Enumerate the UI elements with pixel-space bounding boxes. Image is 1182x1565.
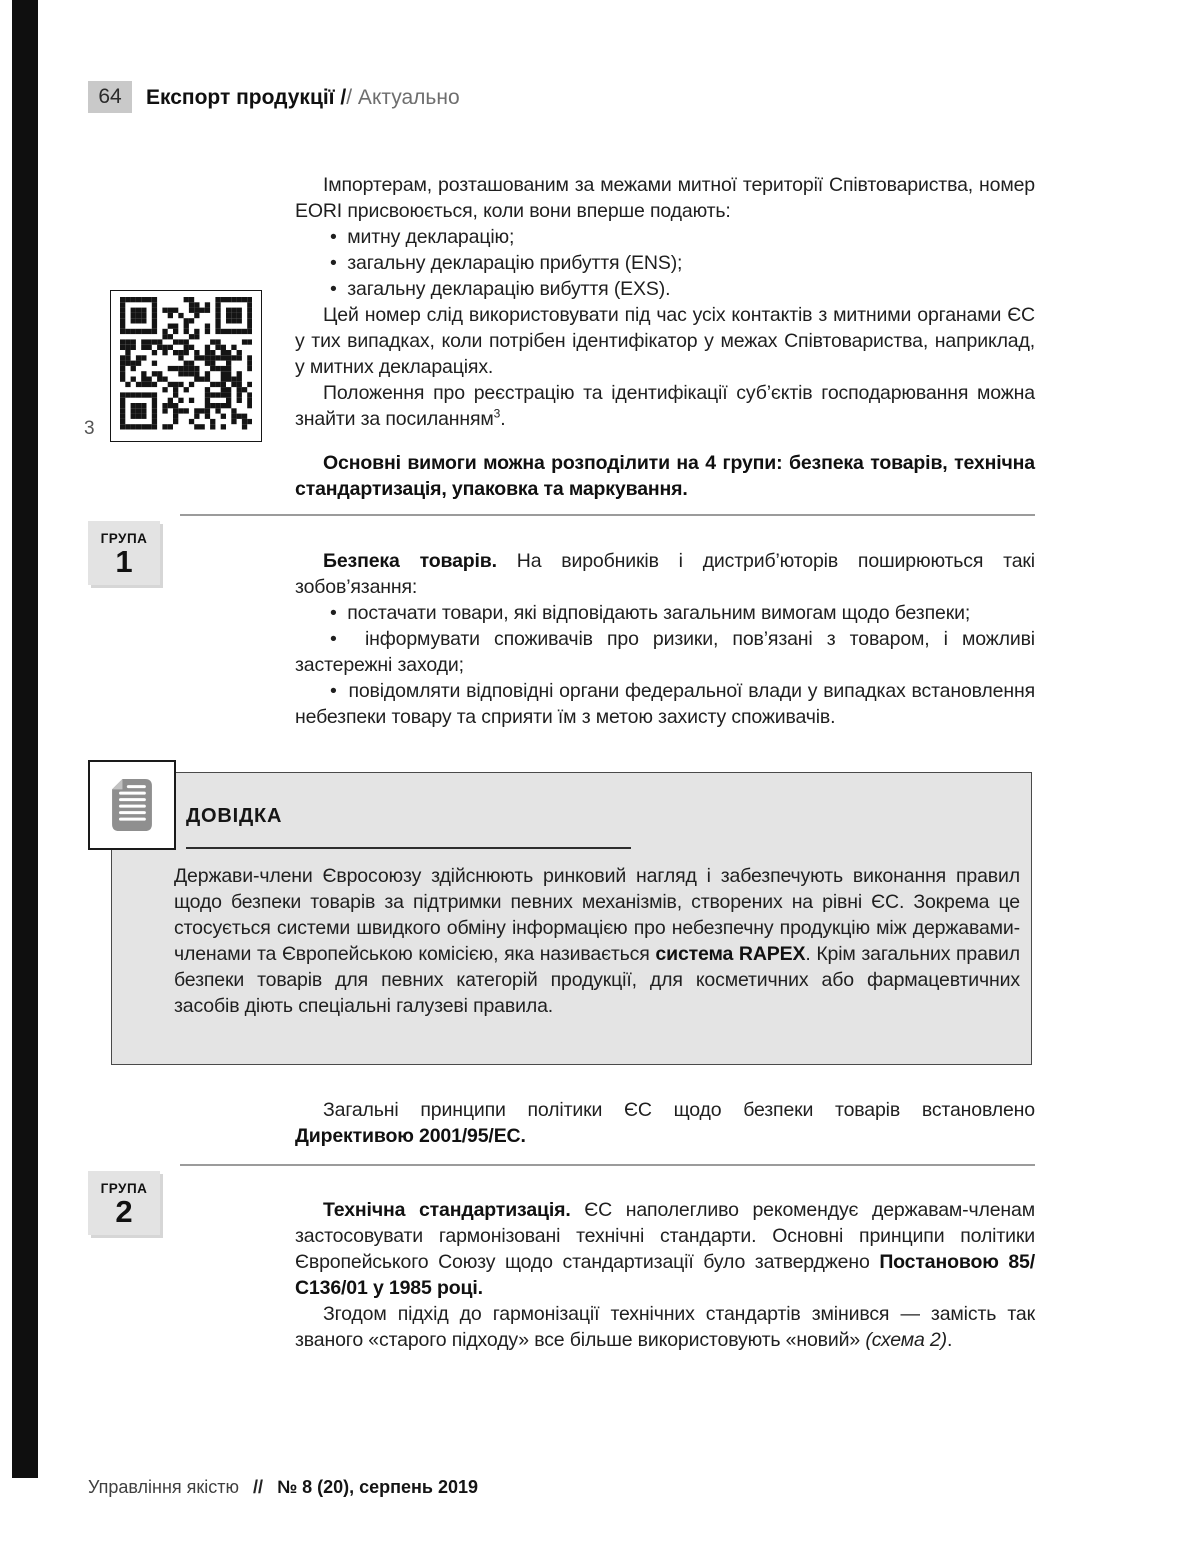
group-2-badge	[88, 1171, 160, 1235]
paragraph-text: Згодом підхід до гармонізації технічних стандартів змінився — замість так званого «старого підходу» все більше використовують «новий»	[295, 1303, 1035, 1351]
callout-body	[174, 863, 1020, 1019]
paragraph	[295, 1301, 1035, 1353]
bullet-text: повідомляти відповідні органи федеральної влади у випадках встановлення небезпеки товару та сприяти їм з метою захисту споживачів.	[295, 680, 1035, 728]
bullet-item	[295, 224, 1035, 250]
bullet-text: інформувати споживачів про ризики, пов’язані з товаром, і можливі застережні заходи;	[295, 628, 1035, 676]
bullet-item	[295, 600, 1035, 626]
paragraph-text: .	[946, 1329, 953, 1351]
intro-section	[295, 172, 1035, 432]
bullet-item	[295, 276, 1035, 302]
paragraph-text: Імпортерам, розташованим за межами митної території Співтовариства, номер EORI присвоюється, коли вони вперше подають:	[295, 174, 1035, 222]
footer-journal-name: Управління якістю	[88, 1477, 240, 1497]
footer-issue-info: № 8 (20), серпень 2019	[277, 1477, 479, 1497]
paragraph	[295, 1097, 1035, 1149]
callout-icon-box	[88, 760, 176, 850]
paragraph	[295, 302, 1035, 380]
paragraph-text: Загальні принципи політики ЄС щодо безпеки товарів встановлено	[323, 1099, 1035, 1121]
paragraph	[295, 380, 1035, 432]
paragraph	[295, 172, 1035, 224]
bullet-item	[295, 250, 1035, 276]
group-badge-label: ГРУПА	[100, 531, 148, 546]
section-divider	[180, 1164, 1035, 1166]
footer-separator: //	[253, 1477, 264, 1497]
after-reference-section	[295, 1097, 1035, 1149]
group-badge-number: 2	[115, 1194, 133, 1229]
paragraph-text: Цей номер слід використовувати під час усіх контактів з митними органами ЄС у тих випадках, коли потрібен ідентифікатор у межах Співтовариства, наприклад, у митних деклараціях.	[295, 304, 1035, 378]
callout-text: Держави-члени Євросоюзу здійснюють ринковий нагляд і забезпечують виконання правил щодо безпеки товарів за підтримки певних механізмів, створених на рівні ЄС. Зокрема це стосується системи швидкого обміну інформацією про небезпечну продукцію між державами-членами та Європейською комісією, яка називається	[174, 865, 1020, 965]
lead-section	[295, 450, 1035, 502]
spine-shadow-bar	[12, 0, 38, 1478]
header-section-title: Експорт продукції /	[146, 86, 347, 109]
run-in-heading: Технічна стандартизація.	[323, 1199, 571, 1221]
section-divider	[180, 514, 1035, 516]
callout-title: ДОВІДКА	[186, 805, 283, 827]
bold-reference: Постановою 85/С136/01 у 1985 році.	[295, 1251, 1035, 1299]
paragraph	[295, 1197, 1035, 1301]
group-badge-label: ГРУПА	[100, 1181, 148, 1196]
run-in-heading: Безпека товарів.	[323, 550, 497, 572]
callout-bold-term: система RAPEX	[655, 943, 806, 965]
document-icon	[106, 776, 158, 834]
qr-footnote-number: 3	[84, 418, 95, 439]
paragraph-text: .	[500, 408, 506, 430]
qr-code-image	[120, 297, 253, 435]
bullet-text: митну декларацію;	[347, 226, 515, 248]
group-1-section	[295, 548, 1035, 730]
bullet-text: постачати товари, які відповідають загальним вимогам щодо безпеки;	[347, 602, 971, 624]
italic-reference: (схема 2)	[865, 1329, 947, 1351]
group-2-section	[295, 1197, 1035, 1353]
footnote-reference: 3	[493, 406, 501, 421]
bullet-text: загальну декларацію вибуття (EXS).	[347, 278, 671, 300]
paragraph-text: Положення про реєстрацію та ідентифікації суб’єктів господарювання можна знайти за посиланням	[295, 382, 1035, 430]
bullet-item	[295, 678, 1035, 730]
lead-text: Основні вимоги можна розподілити на 4 групи: безпека товарів, технічна стандартизація, упаковка та маркування.	[295, 452, 1035, 500]
paragraph	[295, 548, 1035, 600]
callout-title-underline	[186, 847, 631, 849]
header-rubric: / Актуально	[346, 86, 460, 109]
group-badge-number: 1	[115, 544, 133, 579]
group-1-badge	[88, 521, 160, 585]
page-number-badge: 64	[88, 81, 132, 113]
bullet-item	[295, 626, 1035, 678]
page-footer	[88, 1477, 478, 1498]
bold-reference: Директивою 2001/95/ЕС.	[295, 1125, 526, 1147]
reference-callout-box	[111, 772, 1032, 1065]
qr-code	[110, 290, 262, 442]
paragraph-text: ЄС наполегливо рекомендує державам-членам застосовувати гармонізовані технічні стандарти. Основні принципи політики Європейського Союзу щодо стандартизації було затверджено	[295, 1199, 1035, 1273]
bullet-text: загальну декларацію прибуття (ENS);	[347, 252, 683, 274]
callout-text: . Крім загальних правил безпеки товарів для певних категорій продукції, для косметичних або фармацевтичних засобів діють спеціальні галузеві правила.	[174, 943, 1021, 1017]
paragraph-text: На виробників і дистриб’юторів поширюються такі зобов’язання:	[295, 550, 1035, 598]
lead-paragraph	[295, 450, 1035, 502]
page-header-title	[146, 86, 460, 110]
